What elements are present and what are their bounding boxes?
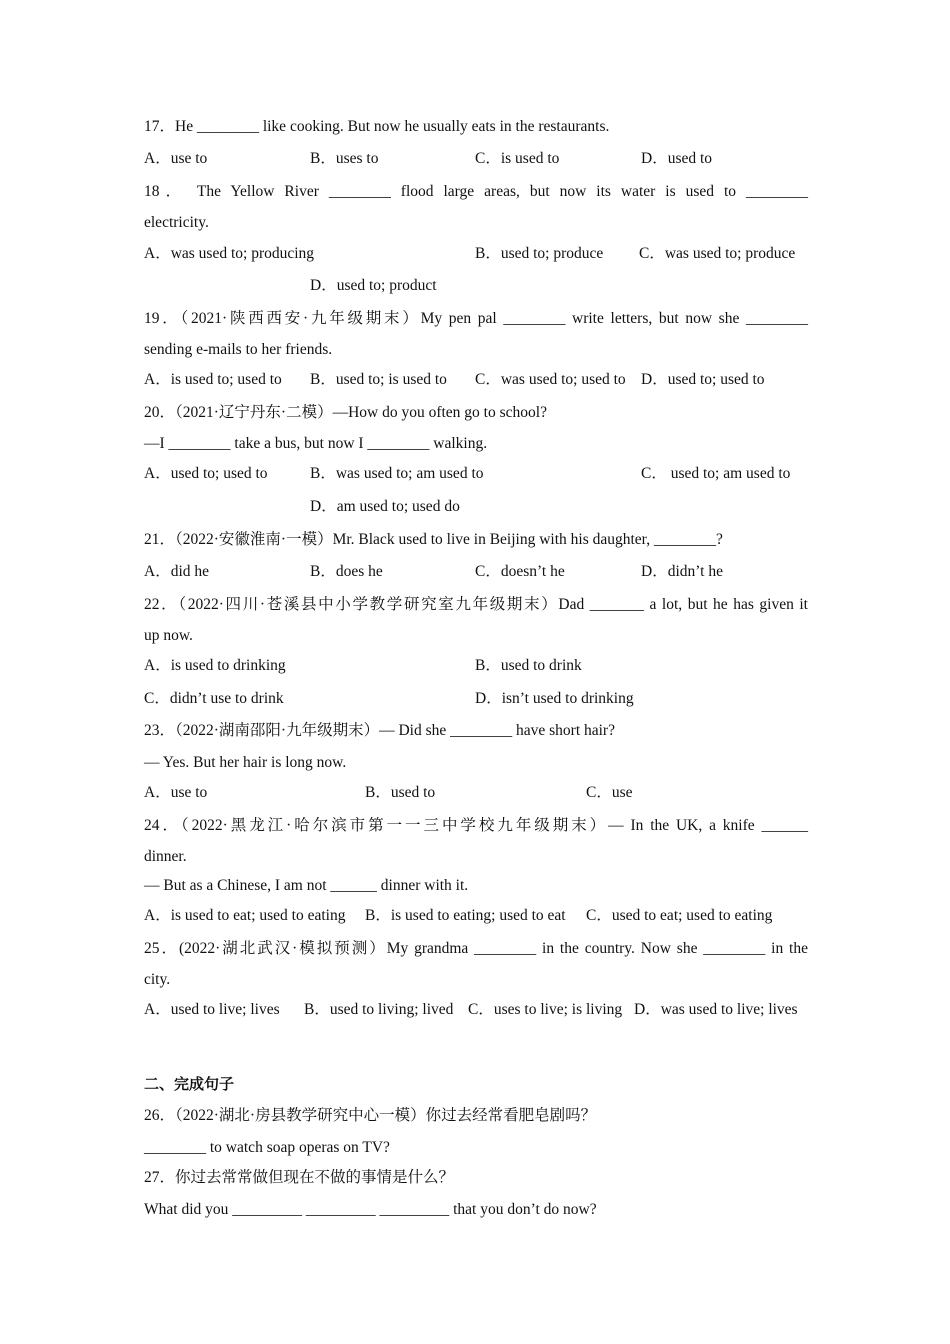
question-20-cont: —I ________ take a bus, but now I ________ walking. (144, 435, 488, 452)
question-21: 21．（2022·安徽淮南·一模）Mr. Black used to live in Beijing with his daughter, ________? (144, 531, 723, 548)
question-23-cont: — Yes. But her hair is long now. (144, 754, 347, 771)
q22-option-a: A．is used to drinking (144, 657, 286, 674)
question-24: 24．（2022·黑龙江·哈尔滨市第一一三中学校九年级期末）— In the UK, a knife ______ (144, 817, 808, 834)
q17-option-c: C．is used to (475, 150, 560, 167)
question-25-cont: city. (144, 971, 171, 988)
q17-option-b: B．uses to (310, 150, 379, 167)
q23-option-a: A．use to (144, 784, 208, 801)
q23-option-c: C．use (586, 784, 633, 801)
question-27-answer-line: What did you _________ _________ _________ that you don’t do now? (144, 1201, 597, 1218)
q20-option-c: C． used to; am used to (641, 465, 791, 482)
q25-option-d: D．was used to live; lives (634, 1001, 798, 1018)
question-19-cont: sending e-mails to her friends. (144, 341, 333, 358)
q25-option-b: B．used to living; lived (304, 1001, 454, 1018)
q22-option-b: B．used to drink (475, 657, 582, 674)
q22-option-d: D．isn’t used to drinking (475, 690, 634, 707)
q25-option-a: A．used to live; lives (144, 1001, 280, 1018)
q20-option-b: B．was used to; am used to (310, 465, 484, 482)
question-19: 19．（2021·陕西西安·九年级期末）My pen pal ________ write letters, but now she ________ (144, 310, 808, 327)
q23-option-b: B．used to (365, 784, 436, 801)
q18-option-a: A．was used to; producing (144, 245, 315, 262)
question-22-cont: up now. (144, 627, 193, 644)
q24-option-a: A．is used to eat; used to eating (144, 907, 346, 924)
q25-option-c: C．uses to live; is living (468, 1001, 623, 1018)
question-26-answer-line: ________ to watch soap operas on TV? (144, 1139, 390, 1156)
q19-option-c: C．was used to; used to (475, 371, 626, 388)
q20-option-d: D．am used to; used do (310, 498, 460, 515)
question-18: 18． The Yellow River ________ flood large areas, but now its water is used to ________ (144, 183, 808, 200)
question-24-cont: dinner. (144, 848, 187, 865)
question-25: 25．(2022·湖北武汉·模拟预测）My grandma ________ in the country. Now she ________ in the (144, 940, 808, 957)
section-heading: 二、完成句子 (144, 1075, 235, 1093)
q24-option-c: C．used to eat; used to eating (586, 907, 773, 924)
q24-option-b: B．is used to eating; used to eat (365, 907, 566, 924)
question-18-cont: electricity. (144, 214, 209, 231)
q19-option-a: A．is used to; used to (144, 371, 282, 388)
q20-option-a: A．used to; used to (144, 465, 268, 482)
q17-option-d: D．used to (641, 150, 713, 167)
question-23: 23．（2022·湖南邵阳·九年级期末）— Did she ________ have short hair? (144, 722, 615, 739)
q17-option-a: A．use to (144, 150, 208, 167)
q21-option-b: B．does he (310, 563, 383, 580)
q21-option-a: A．did he (144, 563, 210, 580)
q19-option-d: D．used to; used to (641, 371, 765, 388)
question-26: 26．（2022·湖北·房县教学研究中心一模）你过去经常看肥皂剧吗？ (144, 1107, 597, 1124)
q19-option-b: B．used to; is used to (310, 371, 447, 388)
q18-option-b: B．used to; produce (475, 245, 604, 262)
q18-option-c: C．was used to; produce (639, 245, 796, 262)
q18-option-d: D．used to; product (310, 277, 437, 294)
question-17: 17．He ________ like cooking. But now he usually eats in the restaurants. (144, 118, 610, 135)
question-27: 27．你过去常常做但现在不做的事情是什么？ (144, 1169, 455, 1186)
q22-option-c: C．didn’t use to drink (144, 690, 284, 707)
q21-option-c: C．doesn’t he (475, 563, 565, 580)
q21-option-d: D．didn’t he (641, 563, 723, 580)
question-24-reply: — But as a Chinese, I am not ______ dinner with it. (144, 877, 469, 894)
question-22: 22．（2022·四川·苍溪县中小学教学研究室九年级期末）Dad _______ a lot, but he has given it (144, 596, 808, 613)
question-20: 20．（2021·辽宁丹东·二模）—How do you often go to school? (144, 404, 547, 421)
